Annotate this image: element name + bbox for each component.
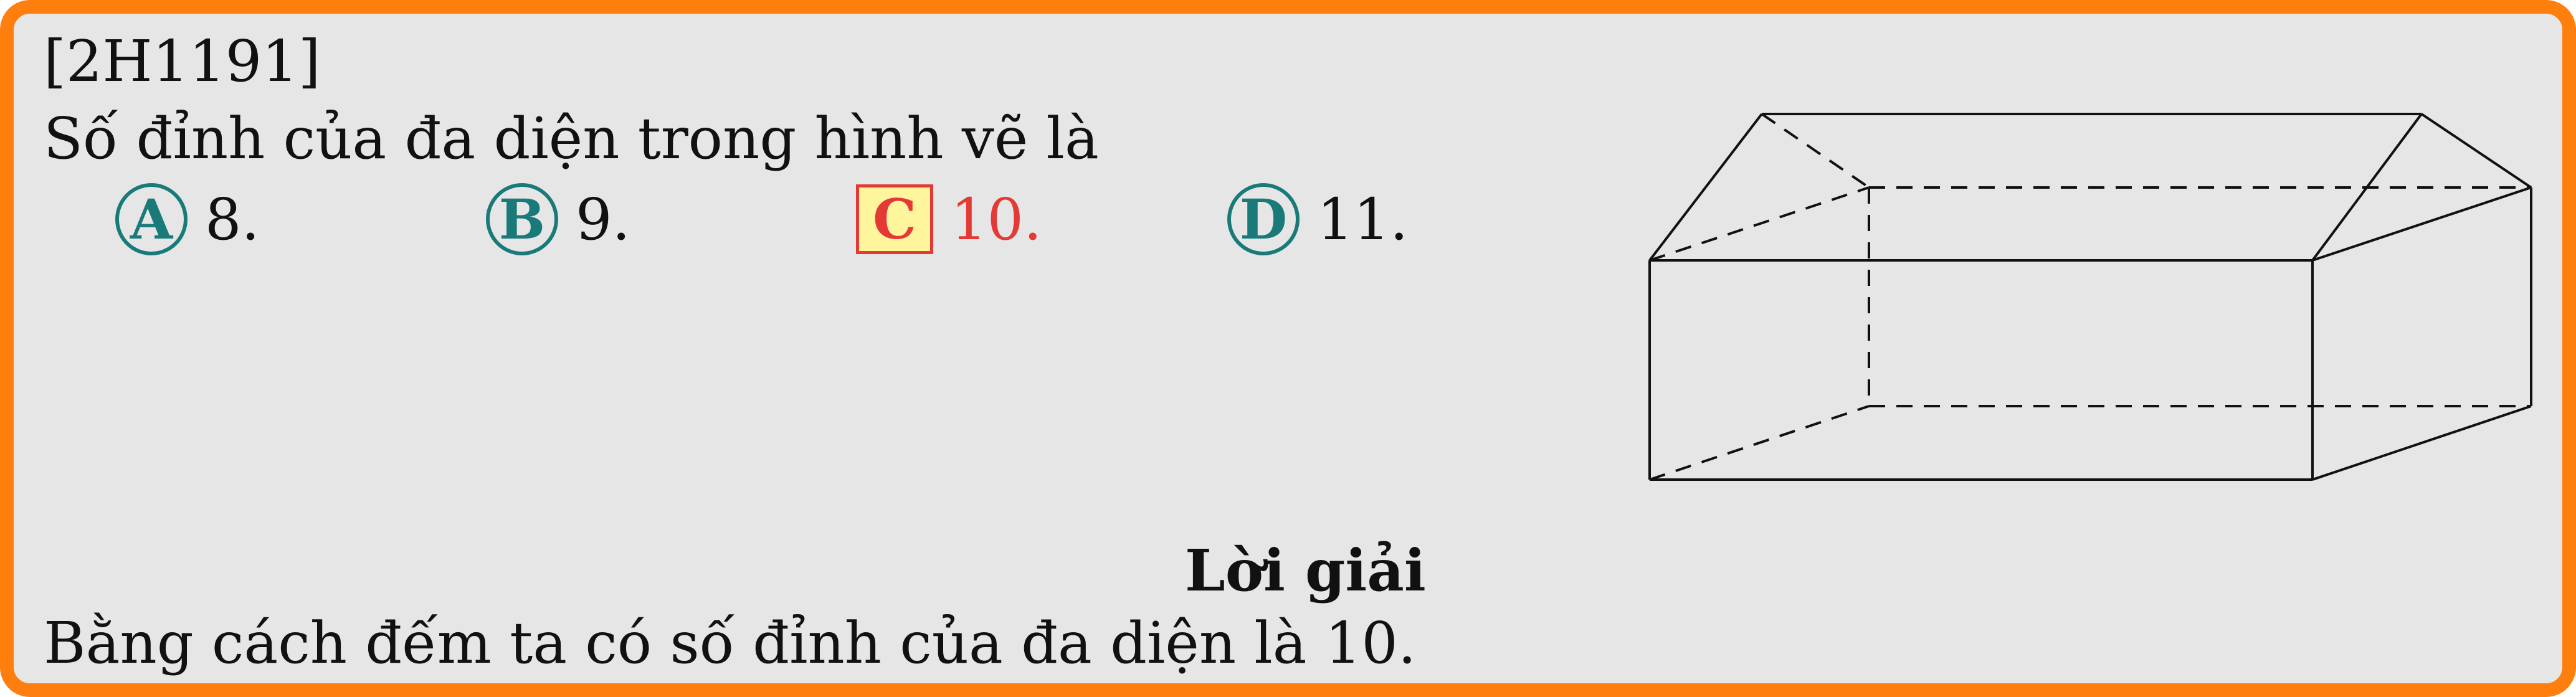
option-b-badge: B: [486, 183, 558, 255]
option-c-badge: C: [856, 184, 933, 254]
solution-title: Lời giải: [1185, 537, 1426, 604]
answer-options: [14, 179, 1509, 260]
option-d-text: 11.: [1317, 186, 1409, 253]
option-c-text: 10.: [951, 186, 1042, 253]
option-a[interactable]: [115, 179, 260, 260]
problem-code: [2H1191]: [44, 28, 321, 95]
option-d-badge: D: [1227, 183, 1300, 255]
option-d[interactable]: [1227, 179, 1408, 260]
option-b[interactable]: [486, 179, 630, 260]
option-a-text: 8.: [205, 186, 260, 253]
option-c[interactable]: [856, 179, 1042, 260]
option-a-badge: A: [115, 183, 188, 255]
option-b-text: 9.: [576, 186, 630, 253]
solution-text: Bằng cách đếm ta có số đỉnh của đa diện là 10.: [44, 610, 1417, 676]
question-text: Số đỉnh của đa diện trong hình vẽ là: [44, 105, 1099, 172]
